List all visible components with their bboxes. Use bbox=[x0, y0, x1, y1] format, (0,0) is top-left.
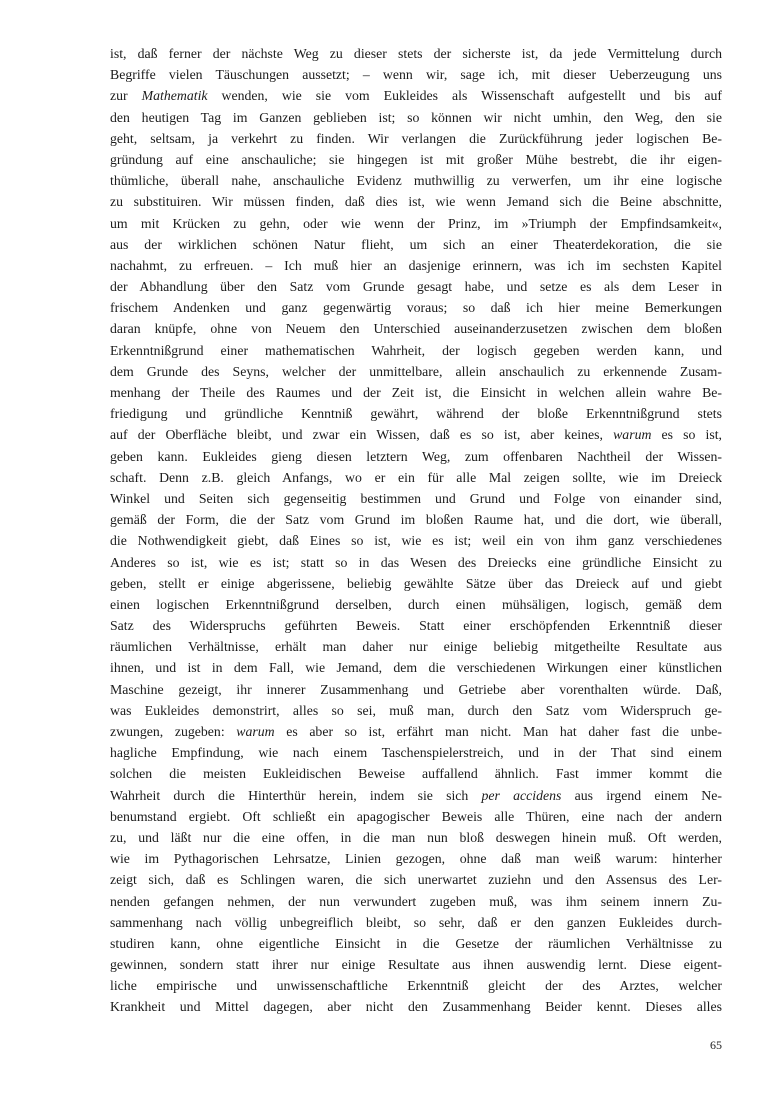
text-line: geht, seltsam, ja verkehrt zu finden. Wir verlangen die Zurückführung jeder logischen Be- bbox=[110, 130, 722, 146]
text-line: zwungen, zugeben: warum es aber so ist, erfährt man nicht. Man hat daher fast die unbe- bbox=[110, 724, 722, 739]
text-line: nachahmt, zu erfreuen. – Ich muß hier an dasjenige erinnern, was ich im sechsten Kapitel bbox=[110, 257, 722, 273]
text-line: gemäß der Form, die der Satz vom Grund im bloßen Raume hat, und die dort, wie überall, bbox=[110, 512, 722, 528]
page-number: 65 bbox=[710, 1038, 722, 1052]
text-line: thümliche, überall nahe, anschauliche Evidenz muthwillig zu verwerfen, um ihr eine logische bbox=[110, 173, 722, 189]
text-line: ist, daß ferner der nächste Weg zu dieser stets der sicherste ist, da jede Vermittelung durch bbox=[110, 46, 722, 61]
text-line: dem Grunde des Seyns, welcher der unmittelbare, allein anschaulich zu erkennende Zusam- bbox=[110, 363, 722, 379]
text-line: Winkel und Seiten sich gegenseitig bestimmen und Grund und Folge von einander sind, bbox=[110, 490, 722, 506]
text-line: um mit Krücken zu gehn, oder wie wenn der Prinz, im »Triumph der Empfindsamkeit«, bbox=[110, 215, 722, 231]
text-line: zeigt sich, daß es Schlingen waren, die sich unerwartet zuziehn und den Assensus des Ler- bbox=[110, 872, 722, 888]
text-line: einen logischen Erkenntnißgrund derselben, durch einen mühsäligen, logisch, gemäß dem bbox=[110, 596, 722, 612]
text-line: aus der wirklichen schönen Natur flieht, um sich an einer Theaterdekoration, die sie bbox=[110, 236, 722, 252]
text-line: Wahrheit durch die Hinterthür herein, indem sie sich per accidens aus irgend einem Ne- bbox=[110, 787, 722, 803]
text-line: hagliche Empfindung, wie nach einem Taschenspielerstreich, und in der That sind einem bbox=[110, 745, 722, 761]
text-line: den heutigen Tag im Ganzen geblieben ist; so können wir nicht umhin, den Weg, den sie bbox=[110, 109, 722, 125]
text-line: zu substituiren. Wir müssen finden, daß dies ist, wie wenn Jemand sich die Beine abschnitte, bbox=[110, 194, 722, 210]
text-line: friedigung und gründliche Kenntniß gewährt, während der bloße Erkenntnißgrund stets bbox=[110, 406, 722, 422]
text-line: ihnen, und ist in dem Fall, wie Jemand, dem die verschiedenen Wirkungen einer künstlichen bbox=[110, 660, 722, 676]
text-line: liche empirische und unwissenschaftliche Erkenntniß gleicht der des Arztes, welcher bbox=[110, 978, 722, 994]
text-line: auf der Oberfläche bleibt, und zwar ein Wissen, daß es so ist, aber keines, warum es so ist, bbox=[110, 427, 722, 443]
text-line: Begriffe vielen Täuschungen aussetzt; – wenn wir, sage ich, mit dieser Ueberzeugung uns bbox=[110, 67, 722, 83]
text-line: menhang der Theile des Raumes und der Zeit ist, die Einsicht in welchen allein wahre Be- bbox=[110, 385, 722, 400]
text-line: schaft. Denn z.B. gleich Anfangs, wo er ein für alle Mal zeigen sollte, wie im Dreieck bbox=[110, 469, 722, 485]
text-line: benumstand ergiebt. Oft schließt ein apagogischer Beweis alle Thüren, eine nach der andern bbox=[110, 808, 722, 824]
text-line: wie im Pythagorischen Lehrsatze, Linien gezogen, ohne daß man weiß warum: hinterher bbox=[110, 851, 722, 867]
text-line: zu, und läßt nur die eine offen, in die man nun bloß deswegen hinein muß. Oft werden, bbox=[110, 829, 722, 845]
text-line: sammenhang nach völlig unbegreiflich bleibt, so sehr, daß er den ganzen Eukleides durch- bbox=[110, 914, 722, 930]
text-line: studiren kann, ohne eigentliche Einsicht in die Gesetze der räumlichen Verhältnisse zu bbox=[110, 935, 722, 951]
text-line: frischem Andenken und ganz gegenwärtig voraus; so daß ich hier meine Bemerkungen bbox=[110, 300, 722, 316]
text-line: zur Mathematik wenden, wie sie vom Eukleides als Wissenschaft aufgestellt und bis auf bbox=[110, 88, 722, 104]
text-line: Anderes so ist, wie es ist; statt so in das Wesen des Dreiecks eine gründliche Einsicht zu bbox=[110, 554, 722, 570]
text-line: Erkenntnißgrund einer mathematischen Wahrheit, der logisch gegeben werden kann, und bbox=[110, 342, 722, 358]
text-line: Satz des Widerspruchs geführten Beweis. Statt einer erschöpfenden Erkenntniß dieser bbox=[110, 618, 722, 634]
text-line: nenden gefangen nehmen, der nun verwundert zugeben muß, was ihm seinem innern Zu- bbox=[110, 893, 722, 909]
text-line: Krankheit und Mittel dagegen, aber nicht den Zusammenhang Beider kennt. Dieses alles bbox=[110, 999, 722, 1015]
text-line: der Abhandlung über den Satz vom Grunde gesagt habe, und setze es als dem Leser in bbox=[110, 279, 722, 295]
text-line: gründung auf eine anschauliche; sie hingegen ist mit großer Mühe bestrebt, die ihr eigen- bbox=[110, 151, 722, 167]
text-line: geben, stellt er einige abgerissene, beliebig gewählte Sätze über das Dreieck auf und giebt bbox=[110, 575, 722, 591]
text-line: geben kann. Eukleides gieng diesen letztern Weg, zum offenbaren Nachtheil der Wissen- bbox=[110, 448, 722, 464]
text-line: gewinnen, sondern statt ihrer nur einige Resultate aus ihnen auswendig lernt. Diese eigent- bbox=[110, 957, 722, 973]
text-line: räumlichen Verhältnisse, erhält man daher nur einige beliebig mitgetheilte Resultate aus bbox=[110, 639, 722, 655]
text-line: solchen die meisten Eukleidischen Beweise auffallend ähnlich. Fast immer kommt die bbox=[110, 766, 722, 782]
text-line: Maschine gezeigt, ihr innerer Zusammenhang und Getriebe aber vorenthalten würde. Daß, bbox=[110, 681, 722, 697]
text-line: die Nothwendigkeit giebt, daß Eines so ist, wie es ist; weil ein von ihm ganz verschiedenes bbox=[110, 533, 722, 549]
text-line: daran knüpfe, ohne von Neuem den Unterschied auseinanderzusetzen zwischen dem bloßen bbox=[110, 321, 722, 337]
text-line: was Eukleides demonstrirt, alles so sei, muß man, durch den Satz vom Widerspruch ge- bbox=[110, 702, 722, 718]
text-block bbox=[110, 43, 722, 1018]
